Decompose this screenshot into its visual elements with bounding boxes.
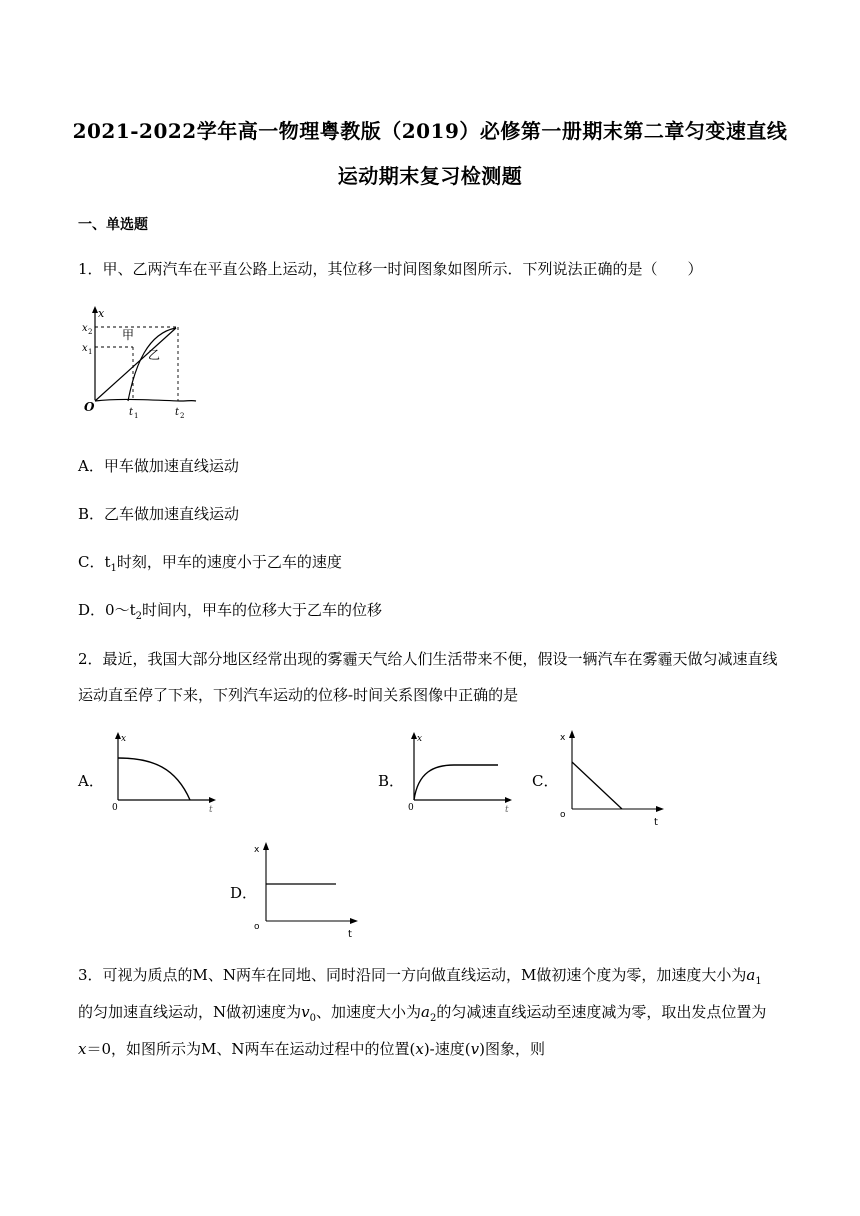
q1-fig-yi-label: 乙 (148, 348, 161, 362)
q2c-t-label: t (654, 817, 658, 828)
q1-option-b: B．乙车做加速直线运动 (78, 505, 240, 523)
q2-stem-line1: 2．最近，我国大部分地区经常出现的雾霾天气给人们生活带来不便，假设一辆汽车在雾霾天做匀减速直线 (78, 650, 778, 668)
q1-fig-x1-sub: 1 (88, 348, 93, 356)
q2a-t-label: t (209, 805, 213, 815)
q2d-x-label: x (254, 845, 260, 855)
section-heading: 一、单选题 (78, 217, 148, 233)
q1-fig-t1-label: t (129, 407, 134, 418)
q1-fig-t2-sub: 2 (180, 412, 185, 420)
q2-graph-a (108, 730, 220, 818)
q2-option-a-label: A． (78, 772, 104, 790)
q1-fig-origin-label: O (84, 400, 95, 414)
q3-stem-line2: 的匀加速直线运动，N做初速度为$v_0$、加速度大小为$a_2$的匀减速直线运动至速度减为零，取出发点位置为 (78, 1003, 767, 1024)
q1-fig-x2-sub: 2 (88, 328, 93, 336)
q1-fig-t2-label: t (175, 407, 180, 418)
q2-graph-b (404, 730, 516, 818)
page-title-line2: 运动期末复习检测题 (337, 164, 523, 188)
q2-option-d-label: D． (230, 884, 258, 902)
q2d-t-label: t (348, 929, 352, 940)
q1-fig-x2-label: x (82, 323, 88, 334)
q2d-origin-label: o (254, 922, 260, 932)
q1-option-a: A．甲车做加速直线运动 (78, 457, 239, 475)
q1-option-c: C．$t_1$时刻，甲车的速度小于乙车的速度 (78, 553, 342, 574)
q1-figure (80, 305, 200, 423)
q2b-origin-label: 0 (408, 803, 414, 813)
q1-fig-x-label: x (98, 307, 105, 320)
page-title-line1: 2021-2022学年高一物理粤教版（2019）必修第一册期末第二章匀变速直线 (72, 119, 788, 143)
q2c-x-label: x (560, 733, 566, 743)
q3-stem-line3: x＝0，如图所示为M、N两车在运动过程中的位置(x)-速度(v)图象，则 (78, 1040, 545, 1058)
q2c-origin-label: o (560, 810, 566, 820)
q1-fig-jia-label: 甲 (122, 328, 135, 342)
q2b-x-label: x (417, 734, 423, 744)
q1-stem: 1．甲、乙两汽车在平直公路上运动，其位移一时间图象如图所示．下列说法正确的是（ ） (78, 260, 703, 278)
q2-graph-d (252, 838, 364, 940)
q1-option-d: D．$0\sim t_2$时间内，甲车的位移大于乙车的位移 (78, 601, 382, 622)
q2b-t-label: t (505, 805, 509, 815)
q2-stem-line2: 运动直至停了下来，下列汽车运动的位移-时间关系图像中正确的是 (78, 686, 519, 704)
q1-fig-x1-label: x (82, 343, 88, 354)
q2-graph-c (558, 726, 668, 828)
q2-option-b-label: B． (378, 772, 405, 790)
q2a-origin-label: 0 (112, 803, 118, 813)
q2-option-c-label: C． (532, 772, 559, 790)
q1-fig-t1-sub: 1 (134, 412, 139, 420)
q2a-x-label: x (121, 734, 127, 744)
q3-stem-line1: 3．可视为质点的M、N两车在同地、同时沿同一方向做直线运动，M做初速个度为零，加速度大小为$a_1$ (78, 966, 762, 987)
